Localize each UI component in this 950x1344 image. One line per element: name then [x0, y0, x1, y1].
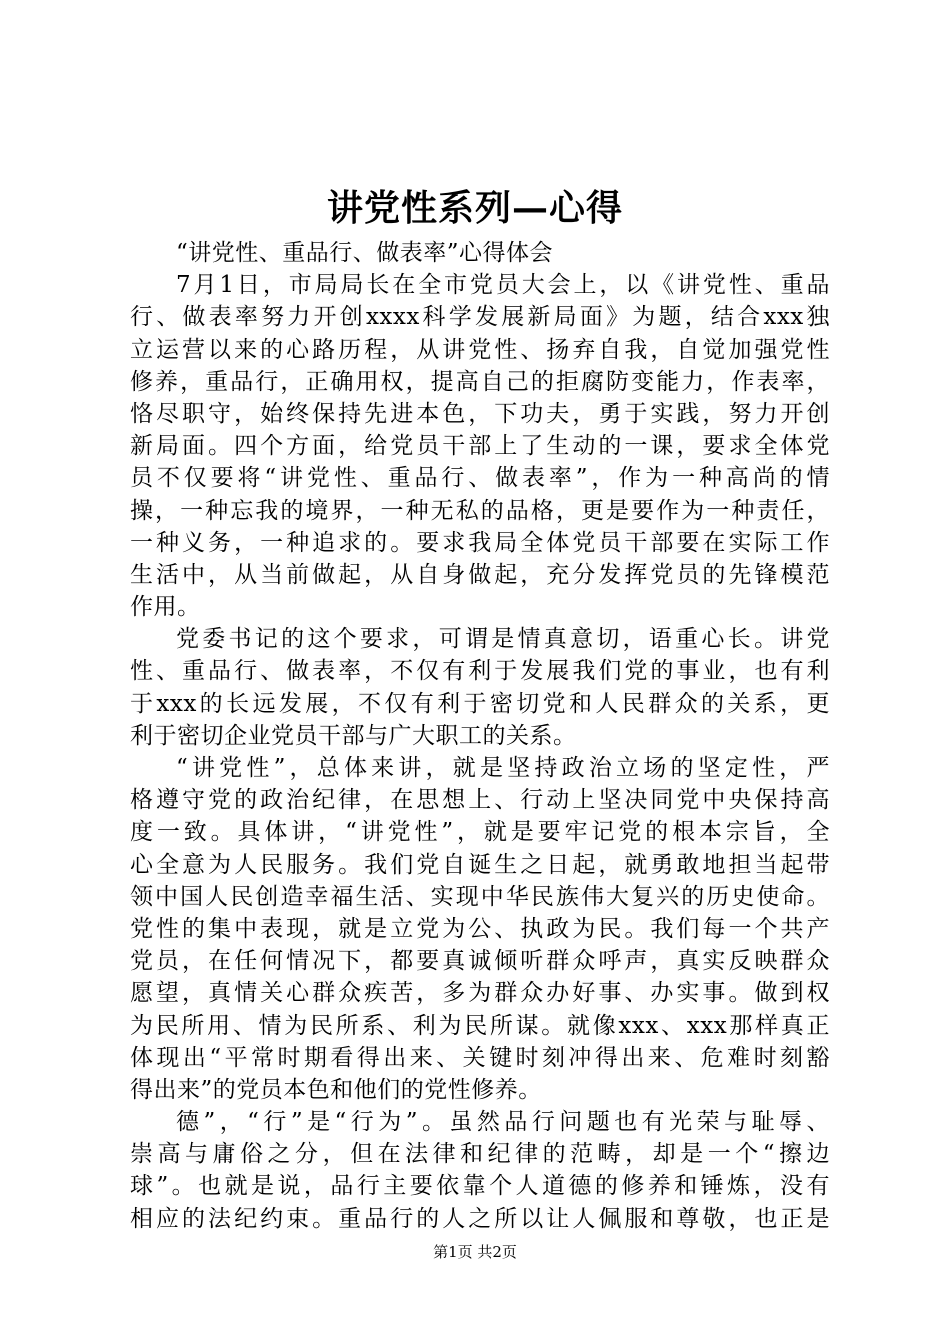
text-line: 操，一种忘我的境界，一种无私的品格，更是要作为一种责任，	[130, 497, 830, 524]
text-line: 作用。	[130, 594, 201, 621]
text-line: 崇高与庸俗之分，但在法律和纪律的范畴，却是一个“擦边	[130, 1141, 830, 1168]
text-line: 立运营以来的心路历程，从讲党性、扬弃自我，自觉加强党性	[130, 336, 830, 363]
text-line: 度一致。具体讲，“讲党性”，就是要牢记党的根本宗旨，全	[130, 819, 830, 846]
text-line: 领中国人民创造幸福生活、实现中华民族伟大复兴的历史使命。	[130, 883, 830, 910]
document-title: 讲党性系列—心得	[326, 187, 623, 229]
text-line: 利于密切企业党员干部与广大职工的关系。	[130, 722, 577, 749]
text-line: 行、做表率努力开创xxxx科学发展新局面》为题，结合xxx独	[130, 304, 830, 331]
text-line: 7月1日，市局局长在全市党员大会上，以《讲党性、重品	[176, 272, 830, 299]
text-line: 党委书记的这个要求，可谓是情真意切，语重心长。讲党	[176, 626, 830, 653]
text-line: “讲党性、重品行、做表率”心得体会	[176, 240, 554, 266]
page-footer: 第1页 共2页	[433, 1243, 517, 1261]
text-line: 员不仅要将“讲党性、重品行、做表率”，作为一种高尚的情	[130, 465, 830, 492]
text-line: 党性的集中表现，就是立党为公、执政为民。我们每一个共产	[130, 915, 830, 942]
document-body	[130, 237, 830, 1235]
text-line: “讲党性”，总体来讲，就是坚持政治立场的坚定性，严	[176, 755, 830, 781]
text-line: 一种义务，一种追求的。要求我局全体党员干部要在实际工作	[130, 529, 830, 556]
text-line: 于xxx的长远发展，不仅有利于密切党和人民群众的关系，更	[130, 690, 830, 717]
text-line: 相应的法纪约束。重品行的人之所以让人佩服和尊敬，也正是	[130, 1205, 830, 1232]
text-line: 体现出“平常时期看得出来、关键时刻冲得出来、危难时刻豁	[130, 1044, 830, 1071]
text-line: 格遵守党的政治纪律，在思想上、行动上坚决同党中央保持高	[130, 787, 830, 814]
text-line: 为民所用、情为民所系、利为民所谋。就像xxx、xxx那样真正	[130, 1012, 830, 1039]
text-line: 球”。也就是说，品行主要依靠个人道德的修养和锤炼，没有	[130, 1173, 830, 1200]
text-line: 新局面。四个方面，给党员干部上了生动的一课，要求全体党	[130, 433, 830, 460]
text-line: 德”，“行”是“行为”。虽然品行问题也有光荣与耻辱、	[176, 1109, 830, 1136]
text-line: 生活中，从当前做起，从自身做起，充分发挥党员的先锋模范	[130, 561, 830, 588]
text-line: 党员，在任何情况下，都要真诚倾听群众呼声，真实反映群众	[130, 948, 830, 975]
text-line: 恪尽职守，始终保持先进本色，下功夫，勇于实践，努力开创	[130, 400, 830, 427]
text-line: 愿望，真情关心群众疾苦，多为群众办好事、办实事。做到权	[130, 980, 830, 1007]
text-line: 修养，重品行，正确用权，提高自己的拒腐防变能力，作表率，	[130, 368, 830, 395]
text-line: 性、重品行、做表率，不仅有利于发展我们党的事业，也有利	[130, 658, 830, 685]
text-line: 得出来”的党员本色和他们的党性修养。	[130, 1076, 542, 1103]
text-line: 心全意为人民服务。我们党自诞生之日起，就勇敢地担当起带	[130, 851, 830, 878]
